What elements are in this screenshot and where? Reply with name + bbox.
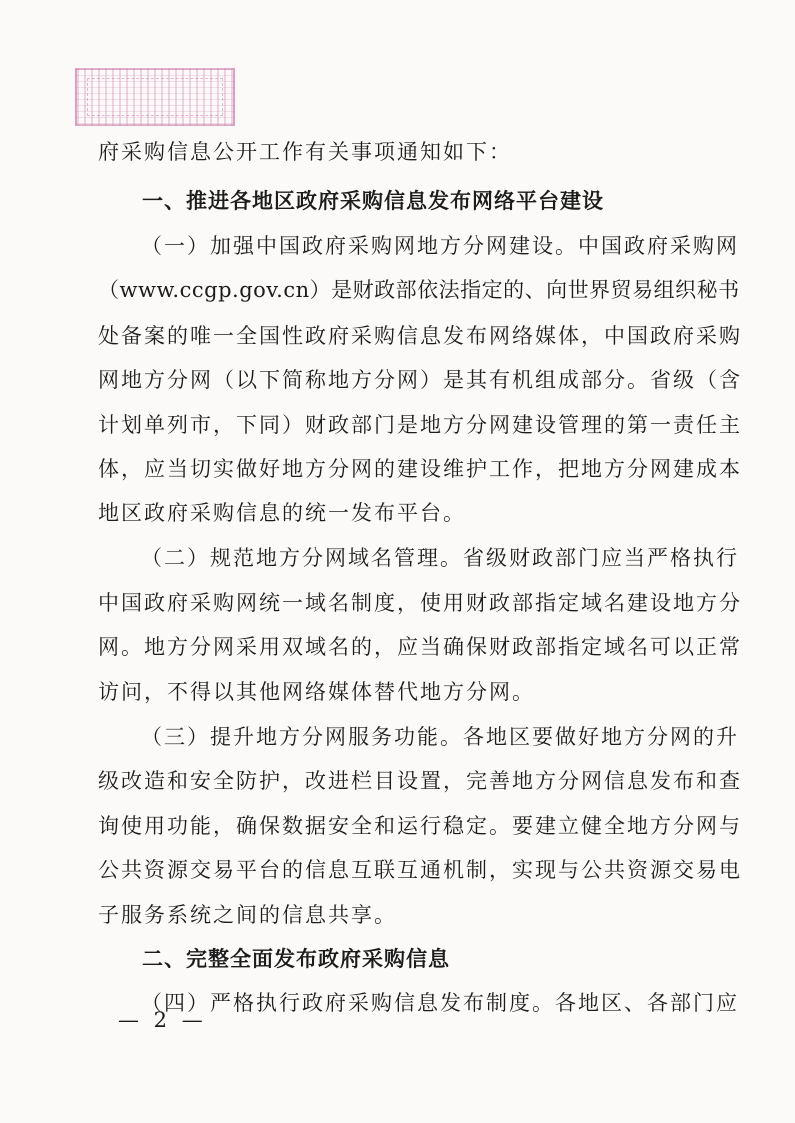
text-line: 公共资源交易平台的信息互联互通机制，实现与公共资源交易电 [98,858,742,882]
text-line: 询使用功能，确保数据安全和运行稳定。要建立健全地方分网与 [98,814,742,838]
section-heading: 二、完整全面发布政府采购信息 [142,947,450,971]
text-line: 体，应当切实做好地方分网的建设维护工作，把地方分网建成本 [98,457,742,481]
text-line: 子服务系统之间的信息共享。 [98,903,397,927]
text-line: 地区政府采购信息的统一发布平台。 [98,501,466,525]
text-line: （二）规范地方分网域名管理。省级财政部门应当严格执行 [141,546,739,570]
text-line: 中国政府采购网统一域名制度，使用财政部指定域名建设地方分 [98,591,742,615]
text-line: 访问，不得以其他网络媒体替代地方分网。 [98,680,535,704]
text-line: 网地方分网（以下简称地方分网）是其有机组成部分。省级（含 [98,368,742,392]
text-line: 府采购信息公开工作有关事项通知如下： [98,140,512,164]
text-line: （三）提升地方分网服务功能。各地区要做好地方分网的升 [141,725,739,749]
section-heading: 一、推进各地区政府采购信息发布网络平台建设 [142,189,604,213]
text-line: 级改造和安全防护，改进栏目设置，完善地方分网信息发布和查 [98,769,742,793]
text-line: （四）严格执行政府采购信息发布制度。各地区、各部门应 [141,991,739,1015]
page-number: — 2 — [118,1008,207,1032]
text-line: （一）加强中国政府采购网地方分网建设。中国政府采购网 [141,234,739,258]
text-line: 网。地方分网采用双域名的，应当确保财政部指定域名可以正常 [98,635,742,659]
text-line: （www.ccgp.gov.cn）是财政部依法指定的、向世界贸易组织秘书 [98,278,740,302]
official-seal-stamp [75,68,235,126]
text-line: 处备案的唯一全国性政府采购信息发布网络媒体，中国政府采购 [98,324,742,348]
text-line: 计划单列市，下同）财政部门是地方分网建设管理的第一责任主 [98,413,742,437]
